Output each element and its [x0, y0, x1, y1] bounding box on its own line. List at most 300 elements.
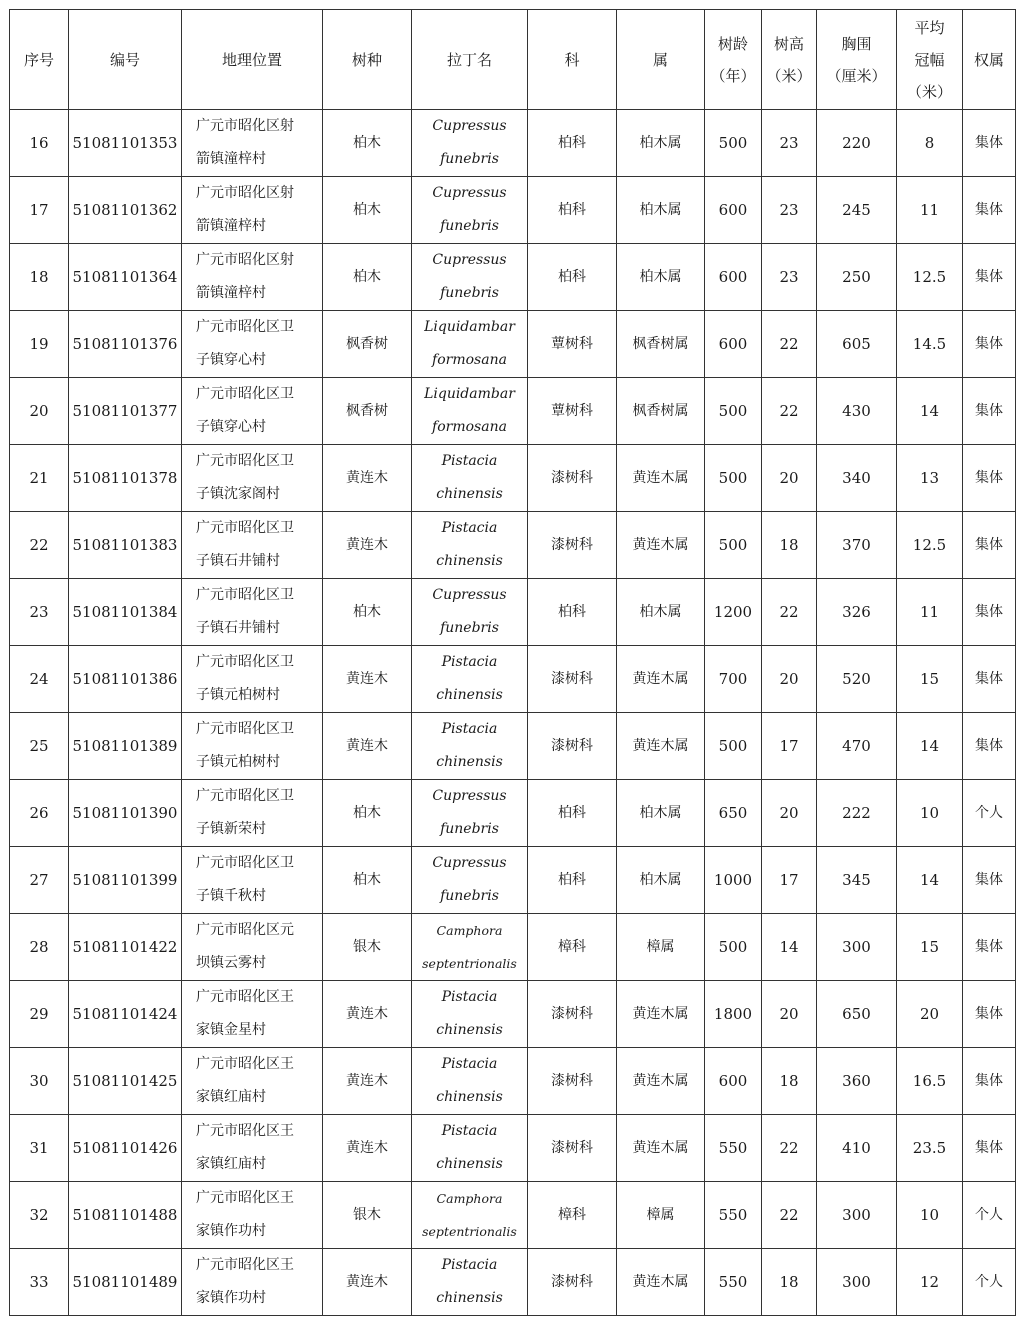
cell-location — [182, 646, 323, 713]
cell-latin — [412, 445, 528, 512]
cell-location-line1: 广元市昭化区王 — [196, 1257, 294, 1273]
cell-ownership: 集体 — [963, 579, 1016, 646]
cell-ownership: 集体 — [963, 1115, 1016, 1182]
cell-location-line2: 家镇作功村 — [196, 1223, 266, 1239]
cell-latin — [412, 110, 528, 177]
cell-location — [182, 445, 323, 512]
cell-crown: 14 — [897, 713, 963, 780]
cell-code: 51081101422 — [69, 914, 182, 981]
cell-latin — [412, 1182, 528, 1249]
cell-genus: 黄连木属 — [617, 445, 705, 512]
cell-family: 樟科 — [528, 914, 617, 981]
cell-location — [182, 110, 323, 177]
header-girth-line2: （厘米） — [826, 66, 887, 85]
cell-height: 14 — [762, 914, 817, 981]
cell-family: 漆树科 — [528, 445, 617, 512]
header-height-line2: （米） — [766, 66, 812, 85]
cell-location-line2: 子镇石井铺村 — [196, 620, 280, 636]
cell-age: 600 — [705, 177, 762, 244]
header-location: 地理位置 — [182, 10, 323, 110]
cell-family: 漆树科 — [528, 1115, 617, 1182]
cell-species: 黄连木 — [323, 1249, 412, 1316]
cell-age: 500 — [705, 445, 762, 512]
cell-location — [182, 1249, 323, 1316]
cell-code: 51081101384 — [69, 579, 182, 646]
cell-code: 51081101364 — [69, 244, 182, 311]
cell-code: 51081101399 — [69, 847, 182, 914]
header-age — [705, 10, 762, 110]
cell-height: 20 — [762, 780, 817, 847]
cell-latin-genus: Pistacia — [441, 520, 498, 536]
cell-age: 550 — [705, 1182, 762, 1249]
cell-seq: 27 — [10, 847, 69, 914]
cell-latin-epithet: chinensis — [436, 553, 503, 569]
tree-register-sheet — [9, 9, 1016, 1316]
cell-ownership: 集体 — [963, 378, 1016, 445]
table-row — [10, 914, 1016, 981]
cell-location-line2: 箭镇潼梓村 — [196, 218, 266, 234]
header-girth-line1: 胸围 — [841, 34, 872, 53]
header-family: 科 — [528, 10, 617, 110]
cell-code: 51081101426 — [69, 1115, 182, 1182]
header-crown-line3: （米） — [906, 82, 952, 101]
table-row — [10, 1249, 1016, 1316]
cell-crown: 14.5 — [897, 311, 963, 378]
cell-height: 18 — [762, 1249, 817, 1316]
cell-height: 23 — [762, 110, 817, 177]
cell-latin-genus: Pistacia — [441, 721, 498, 737]
cell-latin-epithet: formosana — [432, 419, 507, 435]
cell-latin-epithet: chinensis — [436, 1290, 503, 1306]
cell-crown: 13 — [897, 445, 963, 512]
cell-location-line1: 广元市昭化区王 — [196, 1190, 294, 1206]
table-row — [10, 1115, 1016, 1182]
table-row — [10, 1182, 1016, 1249]
cell-species: 黄连木 — [323, 713, 412, 780]
cell-height: 20 — [762, 981, 817, 1048]
cell-latin — [412, 311, 528, 378]
table-row — [10, 512, 1016, 579]
cell-ownership: 集体 — [963, 646, 1016, 713]
cell-genus: 柏木属 — [617, 780, 705, 847]
cell-latin-epithet: formosana — [432, 352, 507, 368]
cell-seq: 17 — [10, 177, 69, 244]
cell-crown: 10 — [897, 1182, 963, 1249]
cell-code: 51081101353 — [69, 110, 182, 177]
cell-crown: 23.5 — [897, 1115, 963, 1182]
cell-species: 柏木 — [323, 847, 412, 914]
cell-location-line1: 广元市昭化区王 — [196, 1123, 294, 1139]
table-row — [10, 713, 1016, 780]
cell-location-line2: 子镇千秋村 — [196, 888, 266, 904]
cell-family: 柏科 — [528, 780, 617, 847]
cell-family: 蕈树科 — [528, 378, 617, 445]
cell-location — [182, 1182, 323, 1249]
cell-code: 51081101390 — [69, 780, 182, 847]
header-latin: 拉丁名 — [412, 10, 528, 110]
cell-height: 22 — [762, 311, 817, 378]
cell-family: 柏科 — [528, 244, 617, 311]
cell-species: 枫香树 — [323, 311, 412, 378]
cell-crown: 12.5 — [897, 244, 963, 311]
cell-crown: 15 — [897, 914, 963, 981]
cell-age: 700 — [705, 646, 762, 713]
cell-crown: 12 — [897, 1249, 963, 1316]
cell-location-line2: 子镇元柏树村 — [196, 754, 280, 770]
cell-girth: 650 — [817, 981, 897, 1048]
cell-seq: 26 — [10, 780, 69, 847]
cell-genus: 柏木属 — [617, 244, 705, 311]
cell-genus: 柏木属 — [617, 110, 705, 177]
header-crown-line2: 冠幅 — [914, 50, 945, 69]
cell-crown: 11 — [897, 579, 963, 646]
cell-code: 51081101489 — [69, 1249, 182, 1316]
cell-location-line2: 家镇金星村 — [196, 1022, 266, 1038]
cell-latin-epithet: funebris — [440, 821, 499, 837]
cell-location — [182, 311, 323, 378]
header-height-line1: 树高 — [773, 34, 804, 53]
cell-location — [182, 378, 323, 445]
cell-location-line1: 广元市昭化区卫 — [196, 453, 294, 469]
cell-age: 1000 — [705, 847, 762, 914]
cell-height: 22 — [762, 1115, 817, 1182]
cell-code: 51081101362 — [69, 177, 182, 244]
cell-species: 柏木 — [323, 177, 412, 244]
cell-latin-genus: Cupressus — [432, 855, 507, 871]
cell-location-line2: 箭镇潼梓村 — [196, 151, 266, 167]
cell-latin-genus: Pistacia — [441, 453, 498, 469]
cell-species: 银木 — [323, 914, 412, 981]
table-row — [10, 244, 1016, 311]
cell-location — [182, 177, 323, 244]
cell-age: 500 — [705, 914, 762, 981]
cell-family: 漆树科 — [528, 1048, 617, 1115]
cell-age: 500 — [705, 378, 762, 445]
cell-girth: 300 — [817, 1182, 897, 1249]
header-species: 树种 — [323, 10, 412, 110]
cell-latin — [412, 847, 528, 914]
cell-latin-genus: Cupressus — [432, 587, 507, 603]
cell-age: 500 — [705, 110, 762, 177]
cell-location-line1: 广元市昭化区元 — [196, 922, 294, 938]
cell-latin — [412, 713, 528, 780]
header-seq: 序号 — [10, 10, 69, 110]
cell-crown: 8 — [897, 110, 963, 177]
cell-seq: 19 — [10, 311, 69, 378]
cell-seq: 33 — [10, 1249, 69, 1316]
cell-age: 1200 — [705, 579, 762, 646]
cell-girth: 222 — [817, 780, 897, 847]
cell-location — [182, 1048, 323, 1115]
cell-height: 22 — [762, 579, 817, 646]
cell-latin-genus: Cupressus — [432, 252, 507, 268]
cell-seq: 31 — [10, 1115, 69, 1182]
cell-seq: 30 — [10, 1048, 69, 1115]
cell-ownership: 集体 — [963, 1048, 1016, 1115]
cell-latin — [412, 1115, 528, 1182]
cell-girth: 430 — [817, 378, 897, 445]
cell-location — [182, 244, 323, 311]
cell-seq: 23 — [10, 579, 69, 646]
cell-crown: 12.5 — [897, 512, 963, 579]
cell-species: 枫香树 — [323, 378, 412, 445]
cell-latin — [412, 512, 528, 579]
table-row — [10, 646, 1016, 713]
cell-latin-epithet: chinensis — [436, 486, 503, 502]
cell-location — [182, 512, 323, 579]
cell-latin-epithet: funebris — [440, 218, 499, 234]
cell-location-line1: 广元市昭化区王 — [196, 1056, 294, 1072]
cell-girth: 520 — [817, 646, 897, 713]
cell-family: 漆树科 — [528, 512, 617, 579]
table-row — [10, 780, 1016, 847]
cell-location-line1: 广元市昭化区射 — [196, 185, 294, 201]
cell-location-line2: 家镇作功村 — [196, 1290, 266, 1306]
table-row — [10, 1048, 1016, 1115]
cell-location-line1: 广元市昭化区王 — [196, 989, 294, 1005]
cell-location-line1: 广元市昭化区卫 — [196, 520, 294, 536]
cell-crown: 16.5 — [897, 1048, 963, 1115]
cell-girth: 360 — [817, 1048, 897, 1115]
cell-genus: 樟属 — [617, 1182, 705, 1249]
cell-genus: 柏木属 — [617, 579, 705, 646]
header-crown-line1: 平均 — [914, 18, 945, 37]
cell-location-line1: 广元市昭化区卫 — [196, 788, 294, 804]
cell-location — [182, 1115, 323, 1182]
cell-genus: 黄连木属 — [617, 512, 705, 579]
cell-ownership: 集体 — [963, 177, 1016, 244]
cell-species: 柏木 — [323, 244, 412, 311]
cell-species: 黄连木 — [323, 981, 412, 1048]
cell-crown: 20 — [897, 981, 963, 1048]
cell-latin-genus: Camphora — [436, 923, 503, 938]
cell-code: 51081101377 — [69, 378, 182, 445]
cell-seq: 28 — [10, 914, 69, 981]
header-age-line1: 树龄 — [717, 34, 748, 53]
cell-location-line1: 广元市昭化区卫 — [196, 721, 294, 737]
cell-latin-genus: Cupressus — [432, 185, 507, 201]
cell-age: 650 — [705, 780, 762, 847]
cell-genus: 黄连木属 — [617, 713, 705, 780]
cell-girth: 300 — [817, 1249, 897, 1316]
cell-ownership: 集体 — [963, 847, 1016, 914]
cell-latin — [412, 579, 528, 646]
cell-ownership: 集体 — [963, 981, 1016, 1048]
cell-location — [182, 713, 323, 780]
cell-latin — [412, 244, 528, 311]
cell-species: 黄连木 — [323, 1048, 412, 1115]
cell-ownership: 集体 — [963, 713, 1016, 780]
cell-latin-epithet: funebris — [440, 151, 499, 167]
cell-location-line1: 广元市昭化区卫 — [196, 386, 294, 402]
table-row — [10, 981, 1016, 1048]
cell-seq: 25 — [10, 713, 69, 780]
cell-location-line1: 广元市昭化区射 — [196, 252, 294, 268]
cell-genus: 黄连木属 — [617, 646, 705, 713]
cell-seq: 21 — [10, 445, 69, 512]
cell-latin — [412, 981, 528, 1048]
cell-latin-genus: Liquidambar — [424, 319, 515, 335]
cell-code: 51081101425 — [69, 1048, 182, 1115]
cell-location-line2: 家镇红庙村 — [196, 1089, 266, 1105]
cell-age: 600 — [705, 1048, 762, 1115]
header-age-line2: （年） — [710, 66, 756, 85]
cell-code: 51081101383 — [69, 512, 182, 579]
cell-girth: 220 — [817, 110, 897, 177]
cell-latin-genus: Cupressus — [432, 118, 507, 134]
cell-girth: 326 — [817, 579, 897, 646]
cell-seq: 16 — [10, 110, 69, 177]
cell-age: 550 — [705, 1115, 762, 1182]
cell-location — [182, 579, 323, 646]
cell-species: 柏木 — [323, 579, 412, 646]
cell-girth: 470 — [817, 713, 897, 780]
cell-seq: 24 — [10, 646, 69, 713]
cell-height: 20 — [762, 646, 817, 713]
cell-height: 23 — [762, 244, 817, 311]
cell-seq: 32 — [10, 1182, 69, 1249]
cell-family: 柏科 — [528, 579, 617, 646]
cell-location — [182, 847, 323, 914]
cell-girth: 340 — [817, 445, 897, 512]
cell-location-line1: 广元市昭化区射 — [196, 118, 294, 134]
cell-family: 柏科 — [528, 110, 617, 177]
table-row — [10, 579, 1016, 646]
cell-family: 漆树科 — [528, 713, 617, 780]
cell-location — [182, 914, 323, 981]
cell-species: 黄连木 — [323, 512, 412, 579]
cell-latin-epithet: chinensis — [436, 754, 503, 770]
cell-code: 51081101389 — [69, 713, 182, 780]
cell-ownership: 集体 — [963, 311, 1016, 378]
cell-girth: 250 — [817, 244, 897, 311]
cell-location-line2: 子镇元柏树村 — [196, 687, 280, 703]
cell-latin-epithet: chinensis — [436, 1156, 503, 1172]
cell-location-line2: 子镇沈家阁村 — [196, 486, 280, 502]
cell-location-line1: 广元市昭化区卫 — [196, 319, 294, 335]
cell-species: 黄连木 — [323, 445, 412, 512]
cell-location-line2: 家镇红庙村 — [196, 1156, 266, 1172]
header-row — [10, 10, 1016, 110]
cell-location-line2: 子镇穿心村 — [196, 419, 266, 435]
cell-genus: 黄连木属 — [617, 981, 705, 1048]
cell-girth: 370 — [817, 512, 897, 579]
cell-age: 500 — [705, 512, 762, 579]
cell-latin-epithet: funebris — [440, 285, 499, 301]
cell-location-line2: 坝镇云雾村 — [196, 955, 266, 971]
cell-species: 黄连木 — [323, 1115, 412, 1182]
cell-latin-genus: Cupressus — [432, 788, 507, 804]
cell-latin-genus: Pistacia — [441, 1056, 498, 1072]
cell-ownership: 个人 — [963, 1182, 1016, 1249]
cell-latin-genus: Pistacia — [441, 1123, 498, 1139]
cell-code: 51081101424 — [69, 981, 182, 1048]
table-row — [10, 177, 1016, 244]
cell-crown: 14 — [897, 378, 963, 445]
cell-location-line2: 箭镇潼梓村 — [196, 285, 266, 301]
cell-species: 银木 — [323, 1182, 412, 1249]
old-tree-table — [9, 9, 1016, 1316]
cell-latin — [412, 177, 528, 244]
cell-genus: 樟属 — [617, 914, 705, 981]
cell-age: 600 — [705, 311, 762, 378]
cell-age: 1800 — [705, 981, 762, 1048]
cell-ownership: 集体 — [963, 512, 1016, 579]
cell-height: 17 — [762, 847, 817, 914]
table-body — [10, 110, 1016, 1316]
cell-height: 20 — [762, 445, 817, 512]
cell-latin-genus: Liquidambar — [424, 386, 515, 402]
cell-location-line1: 广元市昭化区卫 — [196, 587, 294, 603]
cell-seq: 20 — [10, 378, 69, 445]
cell-family: 樟科 — [528, 1182, 617, 1249]
header-ownership: 权属 — [963, 10, 1016, 110]
table-row — [10, 445, 1016, 512]
cell-family: 蕈树科 — [528, 311, 617, 378]
cell-latin-epithet: chinensis — [436, 687, 503, 703]
table-row — [10, 110, 1016, 177]
cell-height: 18 — [762, 1048, 817, 1115]
cell-species: 柏木 — [323, 780, 412, 847]
cell-genus: 黄连木属 — [617, 1249, 705, 1316]
cell-location-line1: 广元市昭化区卫 — [196, 855, 294, 871]
cell-height: 18 — [762, 512, 817, 579]
cell-age: 500 — [705, 713, 762, 780]
cell-latin-epithet: chinensis — [436, 1089, 503, 1105]
cell-latin-epithet: septentrionalis — [422, 956, 517, 971]
cell-latin-epithet: septentrionalis — [422, 1224, 517, 1239]
cell-girth: 345 — [817, 847, 897, 914]
header-crown — [897, 10, 963, 110]
cell-genus: 黄连木属 — [617, 1048, 705, 1115]
header-genus: 属 — [617, 10, 705, 110]
cell-ownership: 集体 — [963, 445, 1016, 512]
cell-height: 23 — [762, 177, 817, 244]
cell-location-line2: 子镇石井铺村 — [196, 553, 280, 569]
header-height — [762, 10, 817, 110]
cell-age: 550 — [705, 1249, 762, 1316]
cell-ownership: 个人 — [963, 780, 1016, 847]
cell-girth: 300 — [817, 914, 897, 981]
cell-family: 柏科 — [528, 177, 617, 244]
cell-code: 51081101386 — [69, 646, 182, 713]
cell-ownership: 集体 — [963, 110, 1016, 177]
cell-girth: 605 — [817, 311, 897, 378]
cell-ownership: 集体 — [963, 244, 1016, 311]
cell-location-line1: 广元市昭化区卫 — [196, 654, 294, 670]
cell-latin-genus: Pistacia — [441, 654, 498, 670]
cell-crown: 10 — [897, 780, 963, 847]
cell-latin — [412, 780, 528, 847]
cell-code: 51081101488 — [69, 1182, 182, 1249]
table-row — [10, 847, 1016, 914]
cell-genus: 枫香树属 — [617, 378, 705, 445]
cell-crown: 15 — [897, 646, 963, 713]
cell-latin — [412, 914, 528, 981]
table-row — [10, 311, 1016, 378]
table-row — [10, 378, 1016, 445]
cell-location — [182, 780, 323, 847]
cell-location-line2: 子镇新荣村 — [196, 821, 266, 837]
cell-seq: 18 — [10, 244, 69, 311]
cell-genus: 柏木属 — [617, 847, 705, 914]
cell-code: 51081101376 — [69, 311, 182, 378]
cell-latin-epithet: chinensis — [436, 1022, 503, 1038]
cell-crown: 11 — [897, 177, 963, 244]
header-girth — [817, 10, 897, 110]
cell-height: 17 — [762, 713, 817, 780]
cell-girth: 410 — [817, 1115, 897, 1182]
